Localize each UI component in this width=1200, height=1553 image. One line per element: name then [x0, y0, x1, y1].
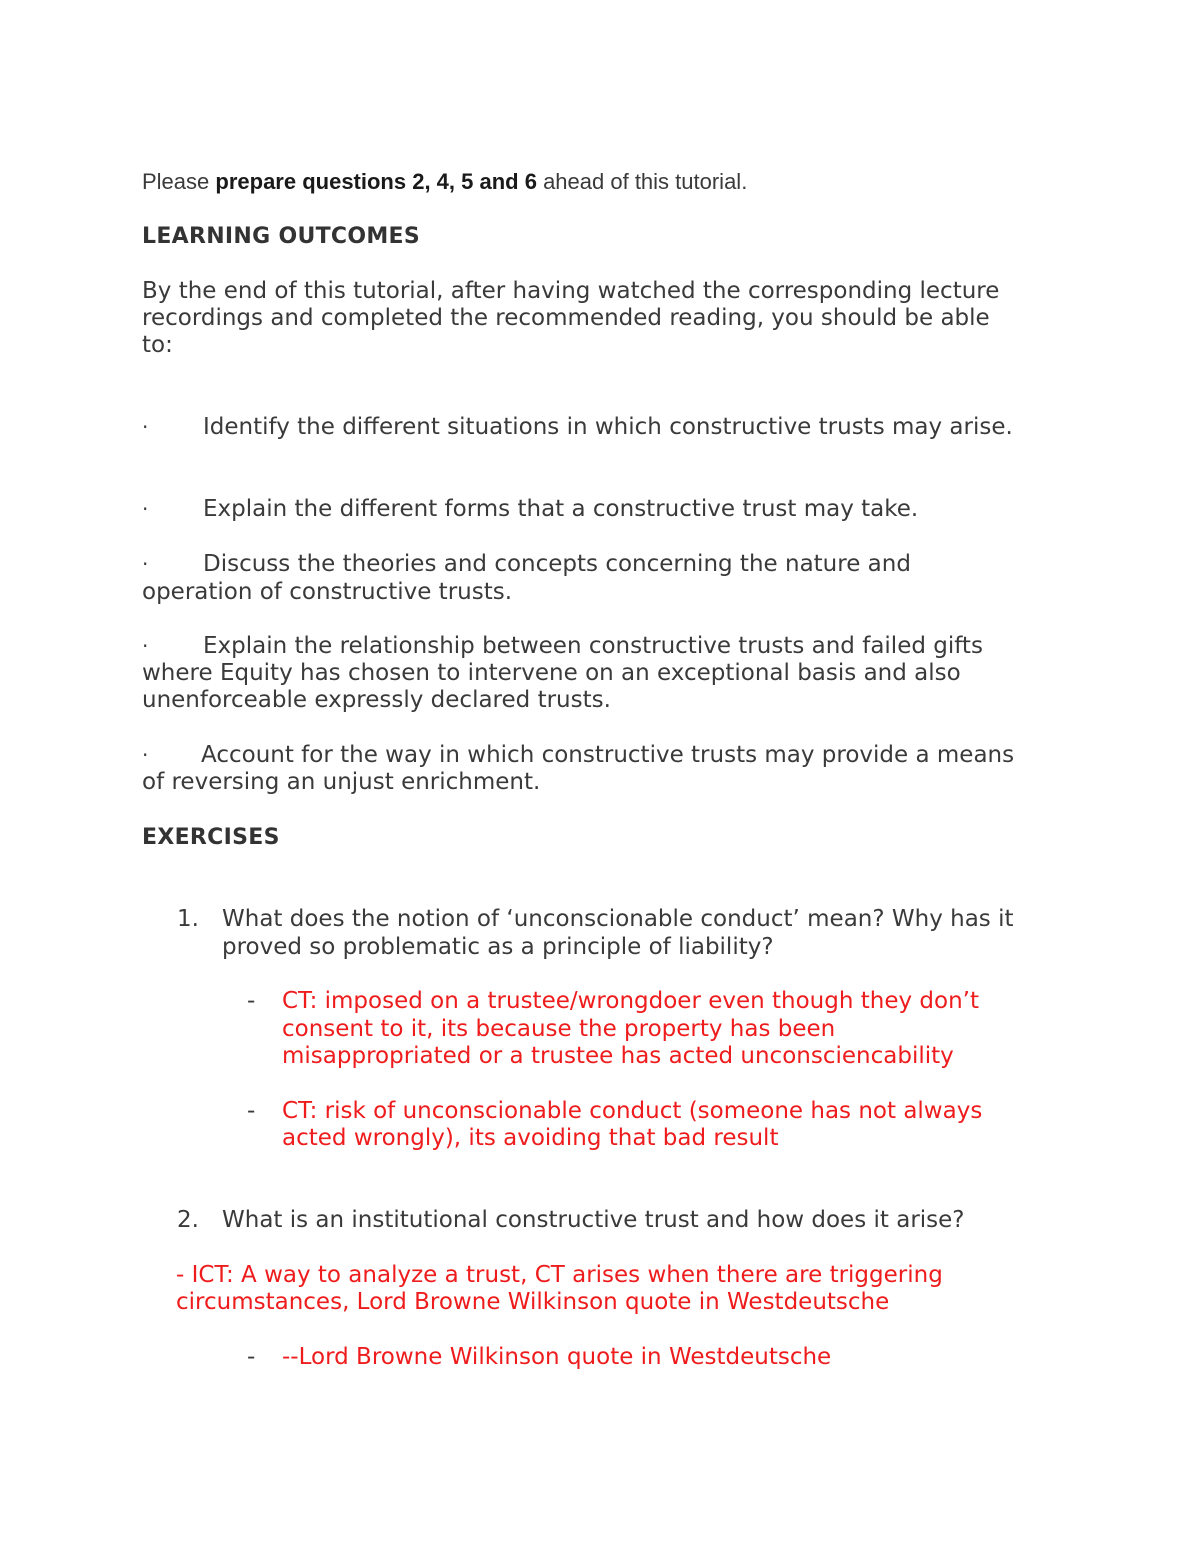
outcome-1: Identify the different situations in which constructive trusts may arise. — [203, 414, 1013, 440]
bullet-symbol: · — [142, 415, 149, 439]
question-1-line-2: proved so problematic as a principle of liability? — [222, 934, 774, 960]
intro-line — [142, 168, 747, 195]
lead-line-1: By the end of this tutorial, after having watched the corresponding lecture — [142, 278, 1000, 304]
answer-2-sub: --Lord Browne Wilkinson quote in Westdeutsche — [282, 1344, 832, 1370]
bullet-symbol: · — [142, 743, 149, 767]
outcome-5-line-2: of reversing an unjust enrichment. — [142, 769, 541, 795]
intro-suffix: ahead of this tutorial. — [536, 169, 748, 194]
bullet-symbol: · — [142, 497, 149, 521]
outcome-3-line-2: operation of constructive trusts. — [142, 579, 513, 605]
outcome-4-line-2: where Equity has chosen to intervene on an exceptional basis and also — [142, 660, 961, 686]
answer-dash: - — [247, 1344, 256, 1370]
answer-dash: - — [247, 988, 256, 1014]
outcome-2: Explain the different forms that a constructive trust may take. — [203, 496, 919, 522]
intro-bold: prepare questions 2, 4, 5 and 6 — [215, 169, 537, 194]
answer-1b-line-1: CT: risk of unconscionable conduct (someone has not always — [282, 1098, 983, 1124]
question-1-number: 1. — [177, 906, 199, 932]
intro-prefix: Please — [142, 169, 216, 194]
question-2-line-1: What is an institutional constructive trust and how does it arise? — [222, 1207, 965, 1233]
answer-1b-line-2: acted wrongly), its avoiding that bad result — [282, 1125, 779, 1151]
outcome-5-line-1: Account for the way in which constructive trusts may provide a means — [201, 742, 1015, 768]
exercises-heading: EXERCISES — [142, 825, 280, 850]
outcome-3-line-1: Discuss the theories and concepts concerning the nature and — [203, 551, 911, 577]
answer-2-line-1: - ICT: A way to analyze a trust, CT arises when there are triggering — [176, 1262, 943, 1288]
question-1-line-1: What does the notion of ‘unconscionable conduct’ mean? Why has it — [222, 906, 1014, 932]
bullet-symbol: · — [142, 552, 149, 576]
answer-1a-line-3: misappropriated or a trustee has acted unconsciencability — [282, 1043, 954, 1069]
answer-2-line-2: circumstances, Lord Browne Wilkinson quote in Westdeutsche — [176, 1289, 890, 1315]
question-2-number: 2. — [177, 1207, 199, 1233]
outcome-4-line-3: unenforceable expressly declared trusts. — [142, 687, 611, 713]
answer-dash: - — [247, 1098, 256, 1124]
lead-line-2: recordings and completed the recommended reading, you should be able — [142, 305, 990, 331]
outcome-4-line-1: Explain the relationship between constructive trusts and failed gifts — [203, 633, 983, 659]
bullet-symbol: · — [142, 634, 149, 658]
answer-1a-line-2: consent to it, its because the property has been — [282, 1016, 836, 1042]
answer-1a-line-1: CT: imposed on a trustee/wrongdoer even though they don’t — [282, 988, 979, 1014]
lead-line-3: to: — [142, 332, 173, 358]
learning-outcomes-heading: LEARNING OUTCOMES — [142, 224, 421, 249]
